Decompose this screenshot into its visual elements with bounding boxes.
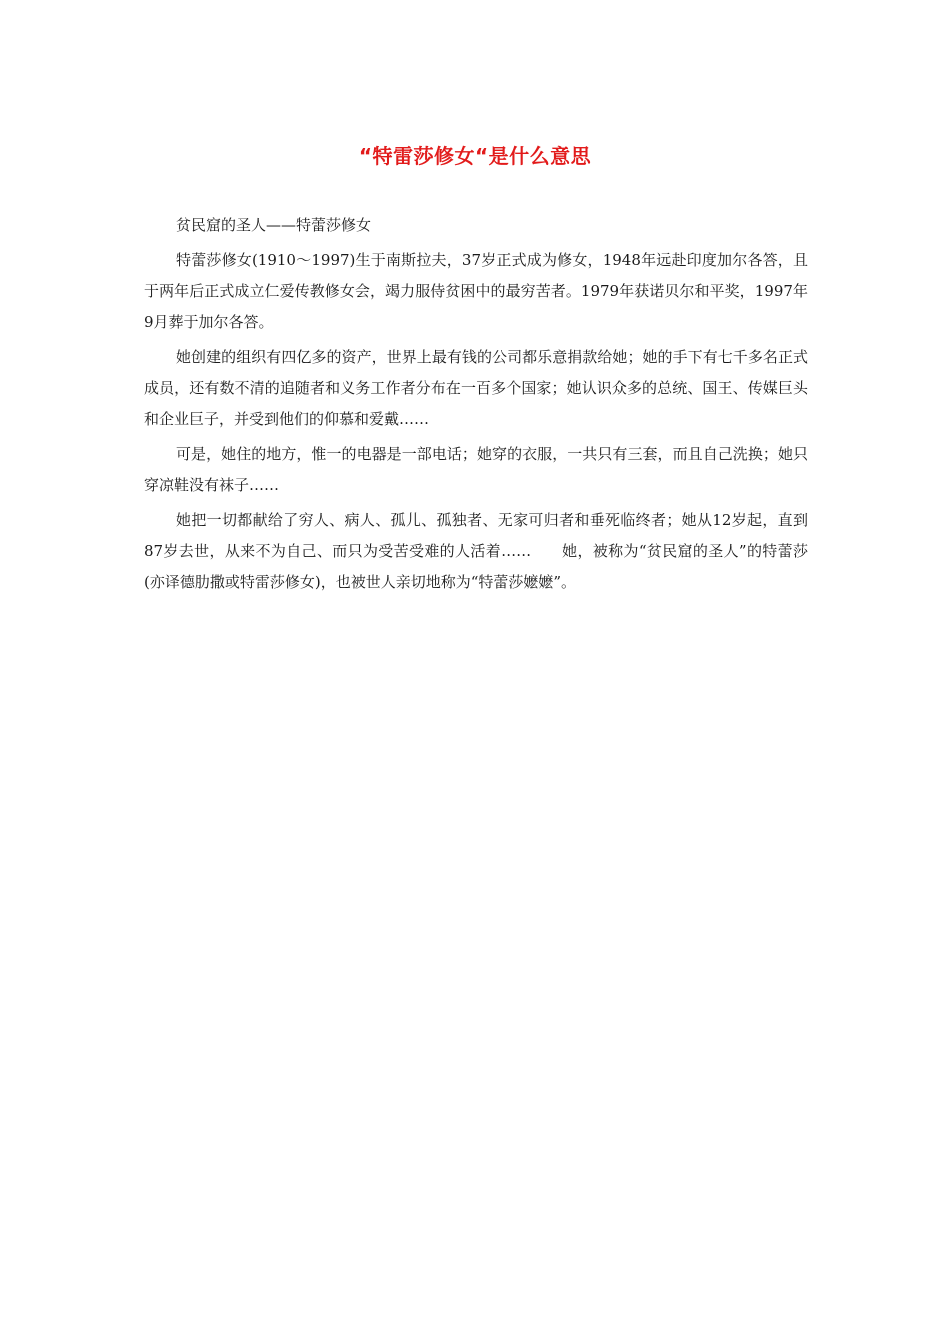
paragraph-simple-life: 可是，她住的地方，惟一的电器是一部电话；她穿的衣服，一共只有三套，而且自己洗换；她只穿凉鞋没有袜子…… bbox=[144, 445, 808, 494]
paragraph-biography: 特蕾莎修女(1910～1997)生于南斯拉夫，37岁正式成为修女，1948年远赴印度加尔各答，且于两年后正式成立仁爱传教修女会，竭力服侍贫困中的最穷苦者。1979年获诺贝尔和平奖，1997年9月葬于加尔各答。 bbox=[144, 251, 808, 331]
paragraph-organization: 她创建的组织有四亿多的资产，世界上最有钱的公司都乐意捐款给她；她的手下有七千多名正式成员，还有数不清的追随者和义务工作者分布在一百多个国家；她认识众多的总统、国王、传媒巨头和企业巨子，并受到他们的仰慕和爱戴…… bbox=[144, 348, 808, 428]
document-title: “特雷莎修女“是什么意思 bbox=[358, 144, 592, 168]
paragraph-devotion: 她把一切都献给了穷人、病人、孤儿、孤独者、无家可归者和垂死临终者；她从12岁起，直到87岁去世，从来不为自己、而只为受苦受难的人活着…… 她，被称为“贫民窟的圣人”的特蕾莎(亦译德肋撒或特雷莎修女)，也被世人亲切地称为“特蕾莎嬷嬷”。 bbox=[144, 511, 808, 591]
document-body bbox=[144, 210, 808, 602]
paragraph-subtitle: 贫民窟的圣人——特蕾莎修女 bbox=[176, 216, 372, 234]
